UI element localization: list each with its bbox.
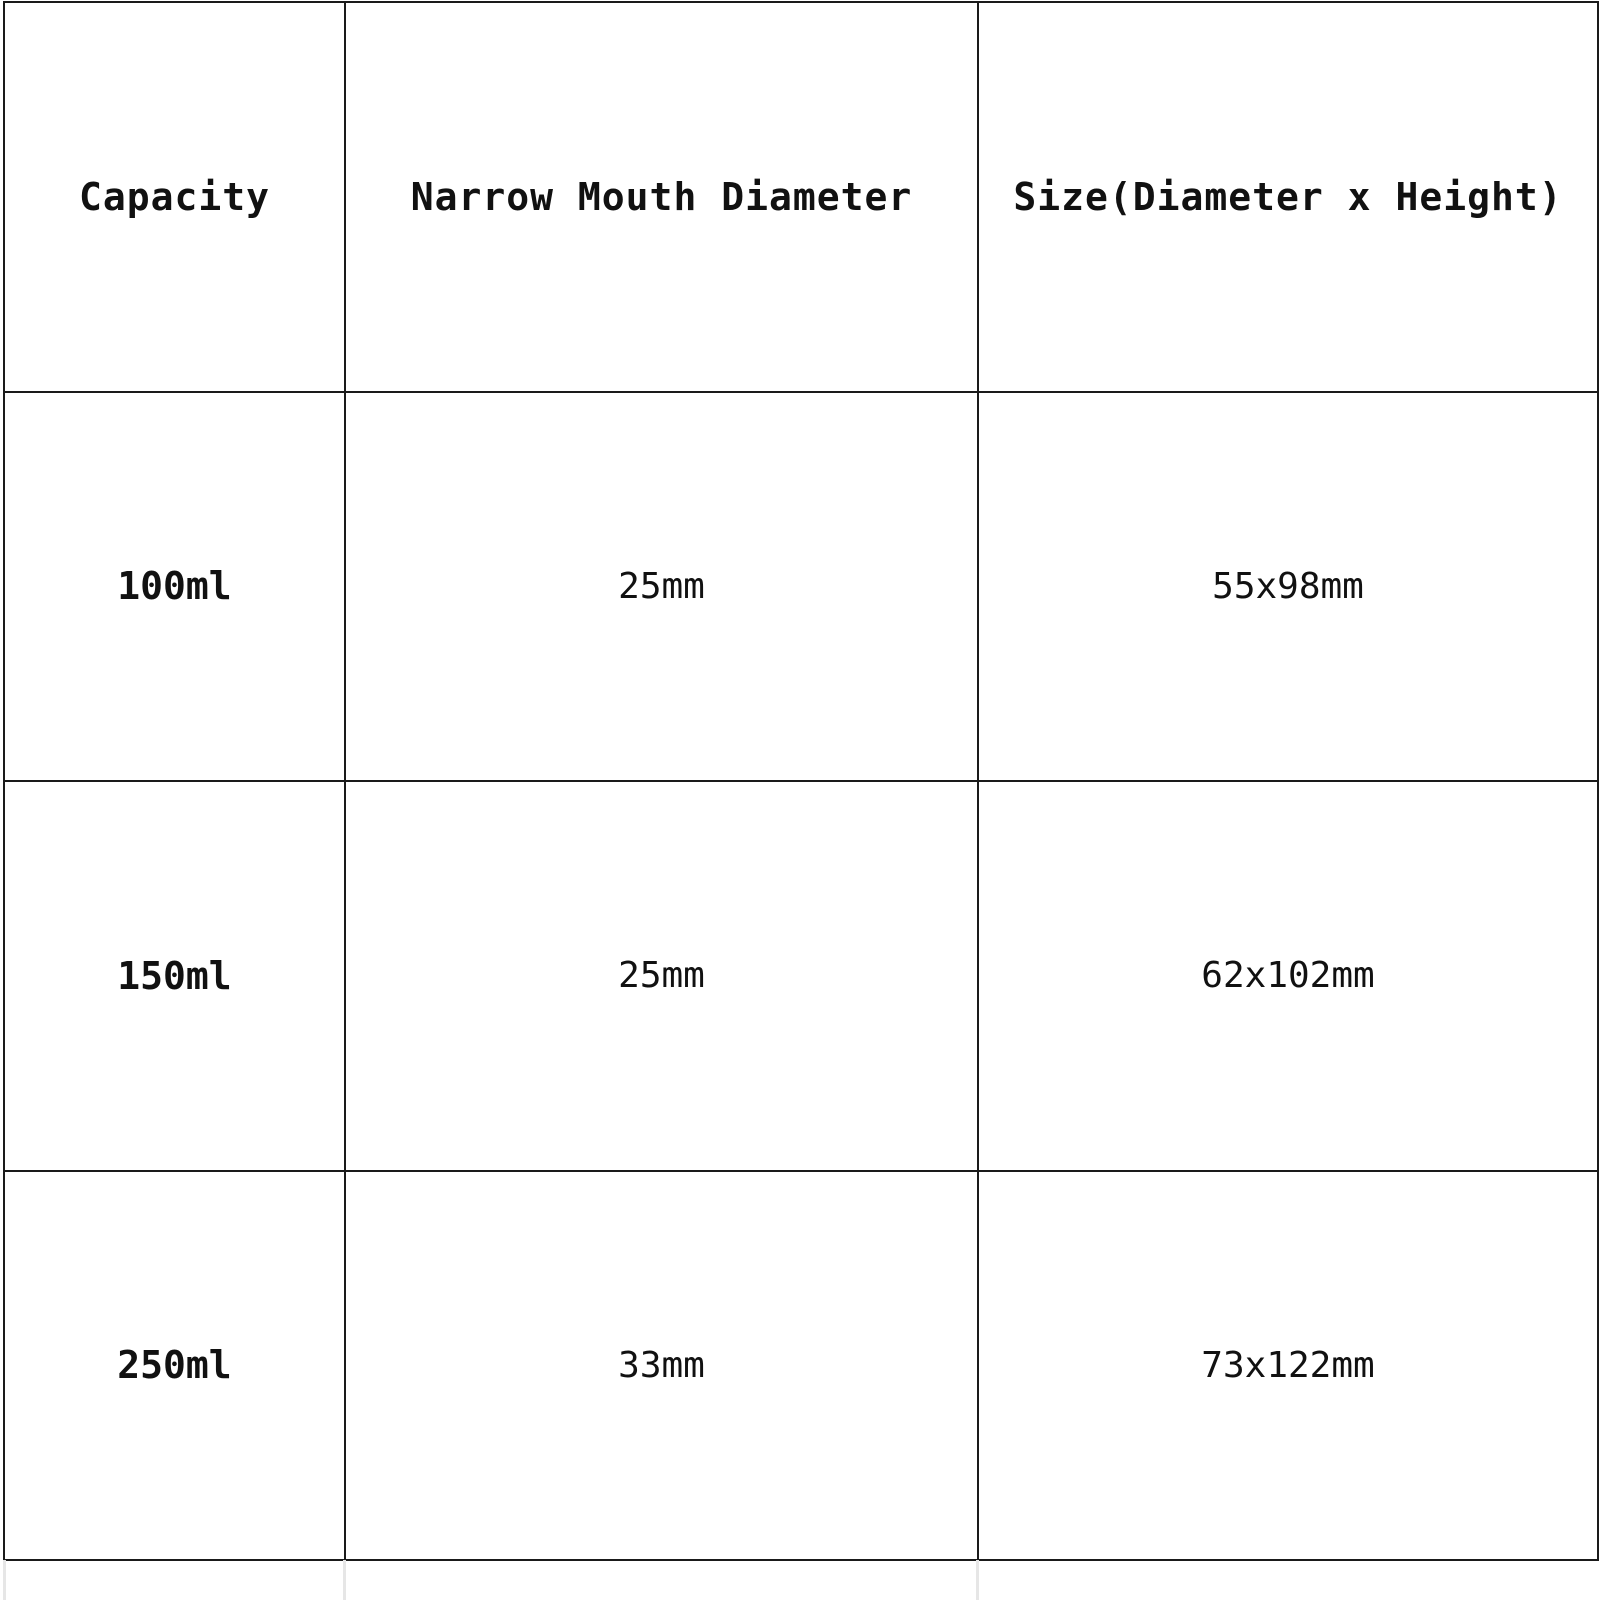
faint-divider <box>343 1560 346 1600</box>
table-row <box>4 781 1598 1171</box>
header-mouth-diameter: Narrow Mouth Diameter <box>345 2 978 392</box>
size-cell: 55x98mm <box>978 392 1598 782</box>
mouth-diameter-cell: 25mm <box>345 392 978 782</box>
spec-table <box>3 1 1599 1561</box>
mouth-diameter-cell: 25mm <box>345 781 978 1171</box>
capacity-cell: 250ml <box>4 1171 345 1561</box>
header-size: Size(Diameter x Height) <box>978 2 1598 392</box>
table-row <box>4 1171 1598 1561</box>
size-cell: 62x102mm <box>978 781 1598 1171</box>
capacity-cell: 100ml <box>4 392 345 782</box>
size-cell: 73x122mm <box>978 1171 1598 1561</box>
header-capacity: Capacity <box>4 2 345 392</box>
next-row-edge <box>0 1560 1600 1600</box>
mouth-diameter-cell: 33mm <box>345 1171 978 1561</box>
table-row <box>4 392 1598 782</box>
table-header-row <box>4 2 1598 392</box>
faint-divider <box>3 1560 6 1600</box>
faint-divider <box>976 1560 979 1600</box>
capacity-cell: 150ml <box>4 781 345 1171</box>
